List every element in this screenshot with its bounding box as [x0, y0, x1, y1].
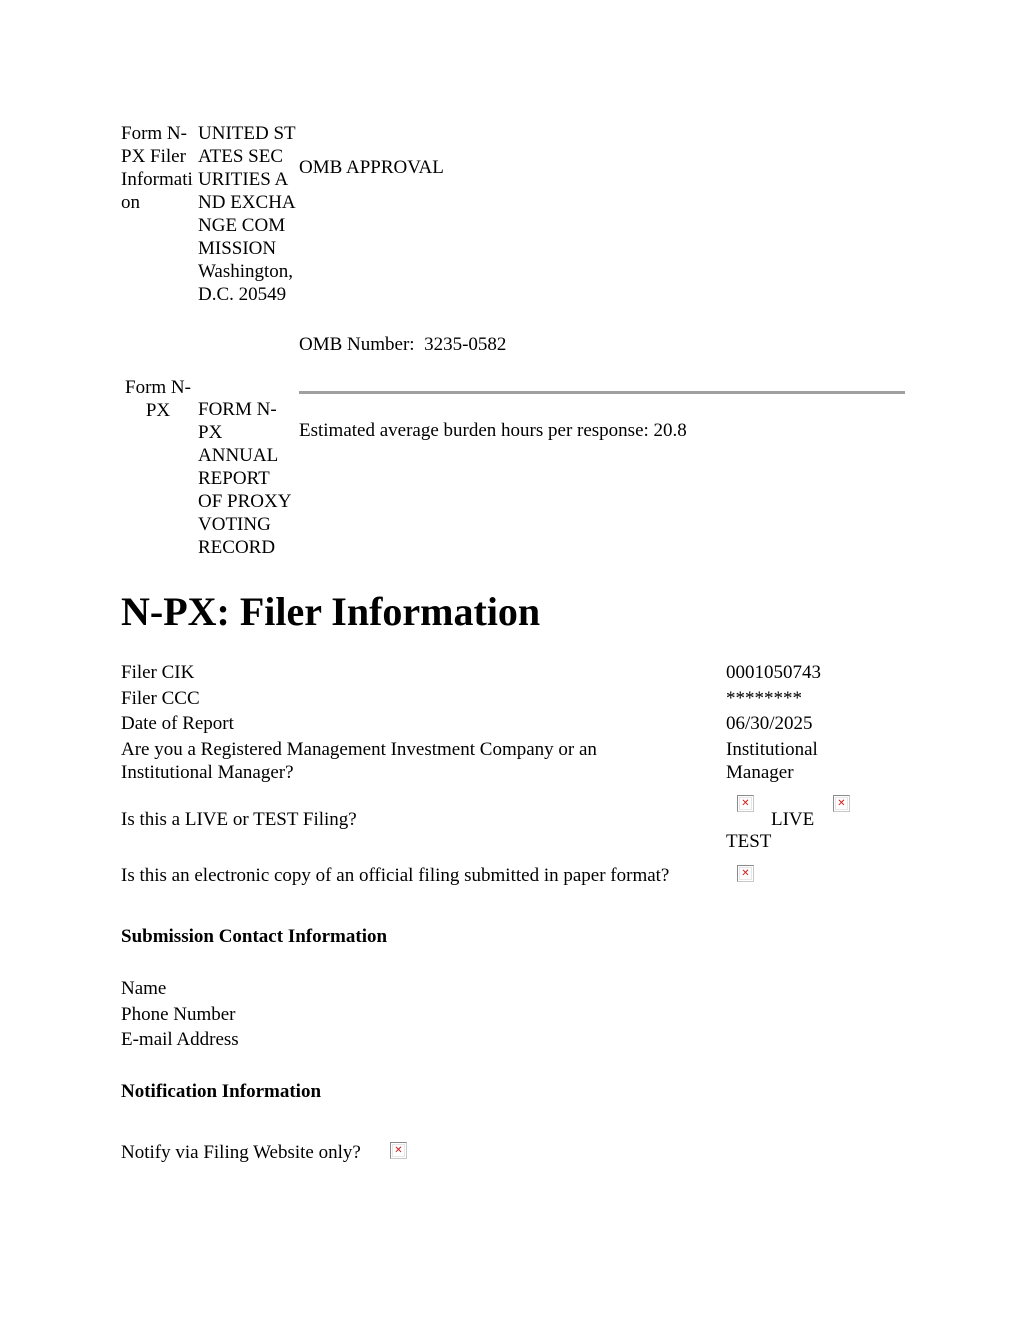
notify-website-label: Notify via Filing Website only? [121, 1142, 361, 1163]
contact-heading: Submission Contact Information [121, 926, 388, 947]
filer-ccc-label: Filer CCC [121, 688, 200, 709]
paper-copy-checkbox-icon[interactable]: ✕ [737, 865, 754, 882]
test-checkbox-icon[interactable]: ✕ [833, 795, 850, 812]
filer-ccc-value: ******** [726, 688, 802, 709]
contact-email-label: E-mail Address [121, 1029, 239, 1050]
notify-website-checkbox-icon[interactable]: ✕ [390, 1142, 407, 1159]
burden-estimate: Estimated average burden hours per response: 20.8 [299, 420, 687, 441]
contact-phone-label: Phone Number [121, 1004, 236, 1025]
filer-type-label-line2: Institutional Manager? [121, 762, 294, 783]
notification-heading: Notification Information [121, 1081, 322, 1102]
omb-number-value: 3235-0582 [424, 334, 507, 355]
filer-type-label [121, 738, 597, 784]
test-option-label: TEST [726, 831, 772, 852]
date-of-report-label: Date of Report [121, 713, 234, 734]
filer-cik-value: 0001050743 [726, 662, 821, 683]
omb-approval-label: OMB APPROVAL [299, 157, 444, 178]
header-divider [299, 391, 905, 394]
page-title: N-PX: Filer Information [121, 589, 541, 634]
omb-number-label: OMB Number: [299, 334, 415, 355]
live-test-label: Is this a LIVE or TEST Filing? [121, 809, 357, 830]
contact-name-label: Name [121, 978, 167, 999]
form-label-cell: Form N-PX [125, 377, 191, 421]
filer-type-value-line2: Manager [726, 762, 794, 783]
filer-cik-label: Filer CIK [121, 662, 195, 683]
date-of-report-value: 06/30/2025 [726, 713, 813, 734]
filer-type-value [726, 738, 818, 784]
form-info-cell: Form N-PX Filer Information [121, 123, 193, 213]
live-option-label: LIVE [771, 809, 815, 830]
paper-copy-label: Is this an electronic copy of an official filing submitted in paper format? [121, 865, 670, 886]
live-checkbox-icon[interactable]: ✕ [737, 795, 754, 812]
agency-cell: UNITED STATES SECURITIES AND EXCHANGE COMMISSION Washington, D.C. 20549 [198, 123, 298, 305]
omb-number-row [299, 333, 506, 356]
form-title-cell: FORM N-PX ANNUAL REPORT OF PROXY VOTING RECORD [198, 399, 291, 558]
filer-type-label-line1: Are you a Registered Management Investment Company or an [121, 739, 597, 760]
filer-type-value-line1: Institutional [726, 739, 818, 760]
